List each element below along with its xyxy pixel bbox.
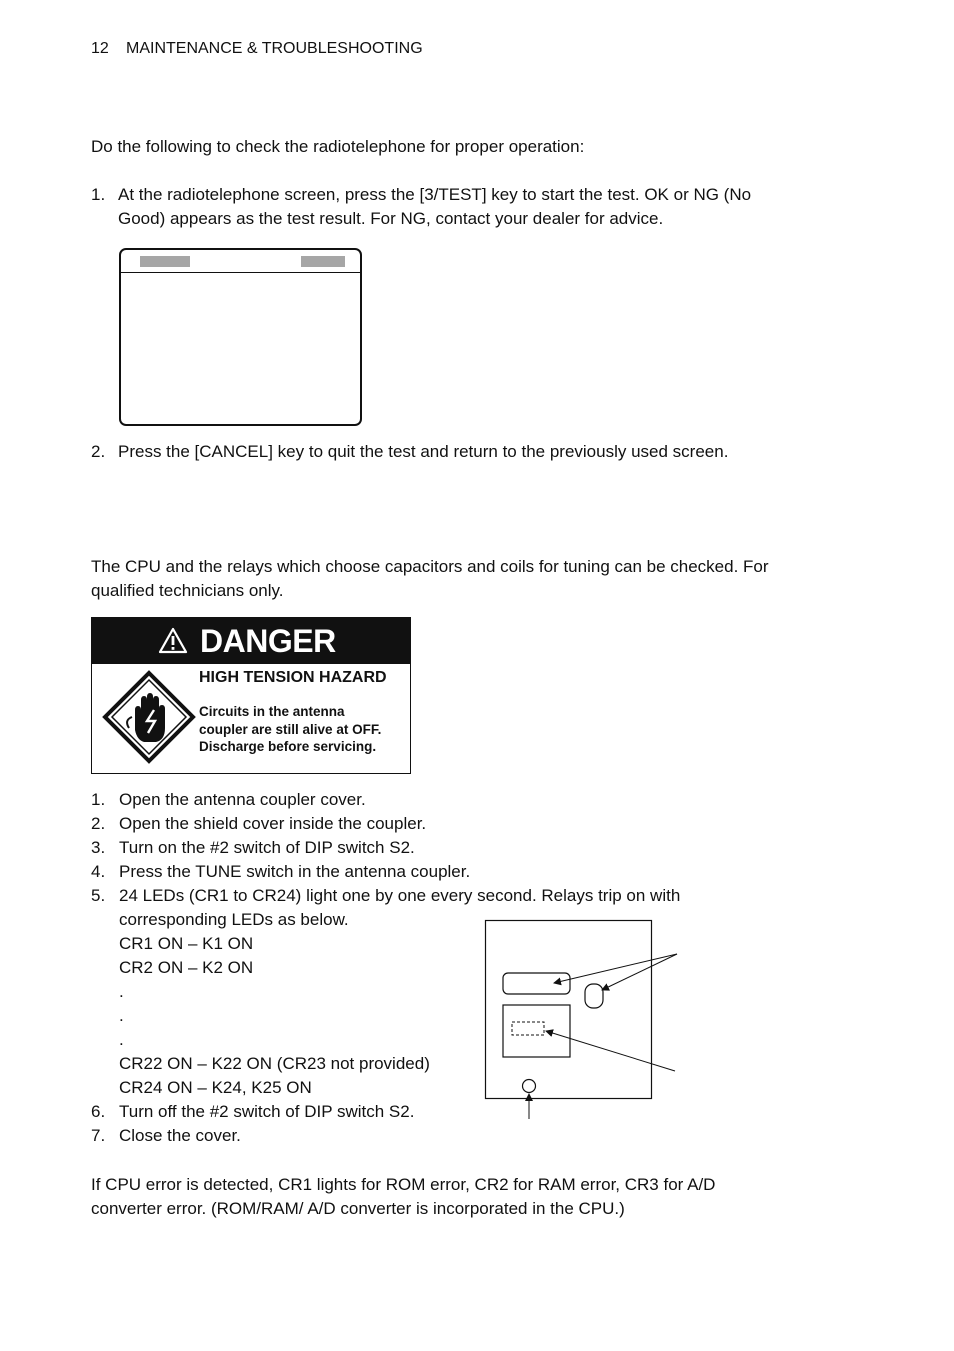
relay-mapping: CR2 ON – K2 ON <box>119 958 254 977</box>
hazard-message-line: Discharge before servicing. <box>199 739 377 754</box>
step-number: 1. <box>91 790 106 809</box>
paragraph-line: If CPU error is detected, CR1 lights for ROM error, CR2 for RAM error, CR3 for A/D <box>91 1175 716 1194</box>
danger-title: DANGER <box>200 623 336 659</box>
screen-title-bar-left <box>140 256 190 267</box>
radiotelephone-step-1 <box>91 183 851 231</box>
page-header <box>91 38 423 60</box>
coupler-board-diagram <box>484 918 684 1123</box>
section-title: MAINTENANCE & TROUBLESHOOTING <box>126 40 423 57</box>
step-number: 5. <box>91 886 106 905</box>
step-line: Close the cover. <box>119 1126 241 1145</box>
ellipsis-dot: . <box>119 1030 124 1049</box>
ellipsis-dot: . <box>119 982 124 1001</box>
warning-triangle-icon <box>158 627 188 654</box>
step-line: Open the antenna coupler cover. <box>119 790 366 809</box>
coupler-step-3 <box>91 836 415 860</box>
step-number: 7. <box>91 1126 106 1145</box>
step-number: 6. <box>91 1102 106 1121</box>
led-strip <box>503 973 570 994</box>
screen-title-bar-right <box>301 256 345 267</box>
coupler-step-2 <box>91 812 427 836</box>
coupler-step-1 <box>91 788 366 812</box>
step-line: Press the TUNE switch in the antenna coupler. <box>119 862 471 881</box>
step-line: At the radiotelephone screen, press the [3/TEST] key to start the test. OK or NG (No <box>118 185 752 204</box>
danger-label <box>91 617 411 774</box>
step-line: Open the shield cover inside the coupler. <box>119 814 427 833</box>
radiotelephone-step-2 <box>91 440 851 464</box>
screen-divider <box>121 272 360 273</box>
hazard-heading: HIGH TENSION HAZARD <box>199 669 387 686</box>
step-number: 2. <box>91 814 106 833</box>
step-number: 1. <box>91 185 106 204</box>
page-number: 12 <box>91 40 109 57</box>
hazard-message-line: Circuits in the antenna <box>199 704 345 719</box>
high-voltage-hand-icon <box>102 670 196 764</box>
step-number: 4. <box>91 862 106 881</box>
relay-component <box>585 984 603 1008</box>
paragraph-line: converter error. (ROM/RAM/ A/D converter is incorporated in the CPU.) <box>91 1199 625 1218</box>
step-number: 2. <box>91 442 106 461</box>
hazard-message-line: coupler are still alive at OFF. <box>199 721 382 737</box>
intro-line: The CPU and the relays which choose capacitors and coils for tuning can be checked. For <box>91 557 769 576</box>
coupler-step-5 <box>91 884 681 1097</box>
danger-header <box>92 618 410 664</box>
coupler-step-6 <box>91 1100 415 1124</box>
step-line: corresponding LEDs as below. <box>119 910 349 929</box>
step-line: Turn on the #2 switch of DIP switch S2. <box>119 838 415 857</box>
step-line: Turn off the #2 switch of DIP switch S2. <box>119 1102 415 1121</box>
radiotelephone-test-screen <box>119 248 362 426</box>
coupler-step-7 <box>91 1124 241 1148</box>
coupler-intro <box>91 555 769 603</box>
ellipsis-dot: . <box>119 1006 124 1025</box>
relay-mapping: CR1 ON – K1 ON <box>119 934 254 953</box>
tune-switch <box>523 1080 536 1093</box>
radiotelephone-intro: Do the following to check the radiotelephone for proper operation: <box>91 137 585 156</box>
step-line: Good) appears as the test result. For NG, contact your dealer for advice. <box>118 209 664 228</box>
relay-mapping: CR22 ON – K22 ON (CR23 not provided) <box>119 1054 430 1073</box>
intro-line: qualified technicians only. <box>91 581 284 600</box>
cpu-error-paragraph <box>91 1173 715 1221</box>
relay-mapping: CR24 ON – K24, K25 ON <box>119 1078 312 1097</box>
shield-block <box>503 1005 570 1057</box>
coupler-step-4 <box>91 860 471 884</box>
step-line: Press the [CANCEL] key to quit the test and return to the previously used screen. <box>118 442 729 461</box>
step-number: 3. <box>91 838 106 857</box>
step-line: 24 LEDs (CR1 to CR24) light one by one every second. Relays trip on with <box>119 886 681 905</box>
